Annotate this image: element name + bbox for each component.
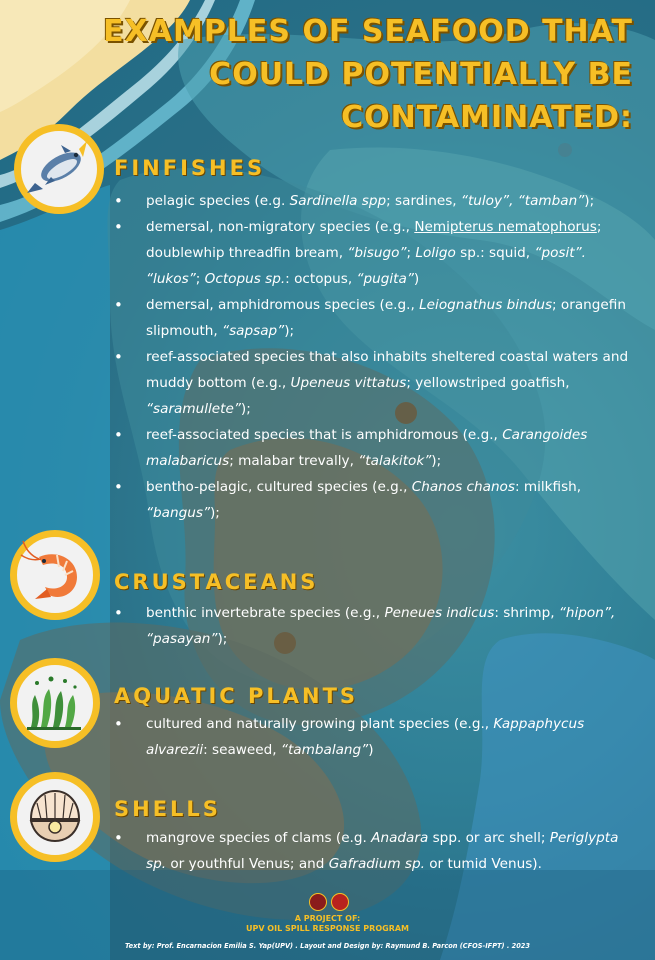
shrimp-icon — [17, 537, 93, 613]
list-item: • reef-associated species that also inhabits sheltered coastal waters and muddy bottom (e.g., Upeneus vittatus; yellowstriped goatfish, “saramullete”); — [110, 344, 630, 422]
list-item: • pelagic species (e.g. Sardinella spp; sardines, “tuloy”, “tamban”); — [110, 188, 630, 214]
list-item: • reef-associated species that is amphidromous (e.g., Carangoides malabaricus; malabar trevally, “talakitok”); — [110, 422, 630, 474]
list-item: • demersal, non-migratory species (e.g., Nemipterus nematophorus; doublewhip threadfin bream, “bisugo”; Loligo sp.: squid, “posit”. “lukos”; Octopus sp.: octopus, “pugita”) — [110, 214, 630, 292]
aquatic-plants-list — [110, 711, 630, 763]
list-item: • cultured and naturally growing plant species (e.g., Kappaphycus alvarezii: seaweed, “tambalang”) — [110, 711, 630, 763]
shells-list — [110, 825, 630, 877]
title-line-1: EXAMPLES OF SEAFOOD THAT — [103, 14, 633, 49]
poster-title — [103, 10, 633, 139]
list-item: • bentho-pelagic, cultured species (e.g., Chanos chanos: milkfish, “bangus”); — [110, 474, 630, 526]
clam-shell-icon — [17, 779, 93, 855]
clam-shell-icon-badge — [10, 772, 100, 862]
section-heading-aquatic-plants: AQUATIC PLANTS — [114, 684, 359, 708]
list-item: • benthic invertebrate species (e.g., Peneues indicus: shrimp, “hipon”, “pasayan”); — [110, 600, 630, 652]
finfishes-list — [110, 188, 630, 526]
project-credit — [0, 914, 655, 934]
list-item: • mangrove species of clams (e.g. Anadara spp. or arc shell; Periglypta sp. or youthful Venus; and Gafradium sp. or tumid Venus). — [110, 825, 630, 877]
fish-icon-badge — [14, 124, 104, 214]
section-heading-crustaceans: CRUSTACEANS — [114, 570, 319, 594]
section-heading-shells: SHELLS — [114, 797, 221, 821]
title-line-3: CONTAMINATED: — [341, 100, 633, 135]
design-credits: Text by: Prof. Encarnacion Emilia S. Yap(UPV) . Layout and Design by: Raymund B. Parcon (CFOS-IFPT) . 2023 — [125, 942, 530, 950]
upv-seal-icon — [309, 893, 327, 911]
crustaceans-list — [110, 600, 630, 652]
project-line-1: A PROJECT OF: — [294, 914, 361, 923]
title-line-2: COULD POTENTIALLY BE — [209, 57, 633, 92]
seaweed-icon-badge — [10, 658, 100, 748]
fish-icon — [21, 131, 97, 207]
section-heading-finfishes: FINFISHES — [114, 156, 266, 180]
seaweed-icon — [17, 665, 93, 741]
program-logo-icon — [331, 893, 349, 911]
partner-logos — [309, 893, 349, 911]
list-item: • demersal, amphidromous species (e.g., Leiognathus bindus; orangefin slipmouth, “sapsap”); — [110, 292, 630, 344]
shrimp-icon-badge — [10, 530, 100, 620]
project-line-2: UPV OIL SPILL RESPONSE PROGRAM — [245, 924, 410, 933]
